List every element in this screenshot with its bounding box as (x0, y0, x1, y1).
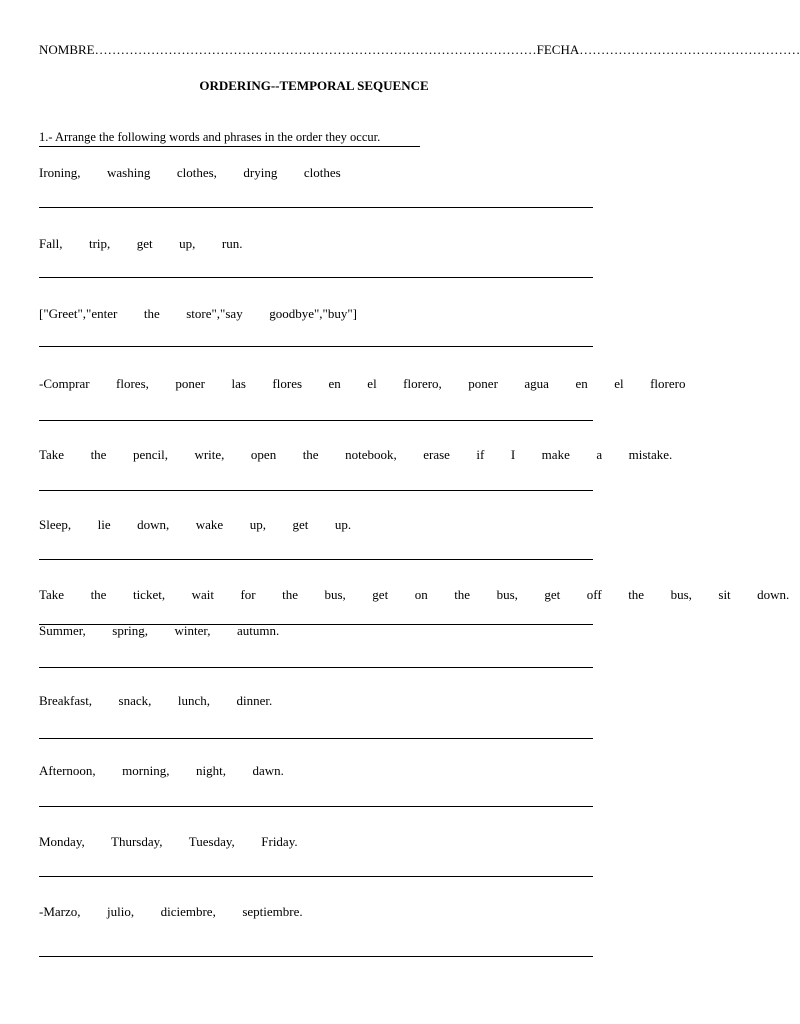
item-6-prompt: Sleep, lie down, wake up, get up. (39, 517, 352, 532)
item-4-prompt: -Comprar flores, poner las flores en el florero, poner agua en el florero (39, 376, 686, 391)
item-11-prompt: Monday, Thursday, Tuesday, Friday. (39, 834, 298, 849)
worksheet-title: ORDERING--TEMPORAL SEQUENCE (199, 78, 429, 93)
item-11-answer-line[interactable] (39, 876, 593, 877)
item-3-answer-line[interactable] (39, 346, 593, 347)
item-2-answer-line[interactable] (39, 277, 593, 278)
item-12-prompt: -Marzo, julio, diciembre, septiembre. (39, 904, 303, 919)
item-6-answer-line[interactable] (39, 559, 593, 560)
item-9-answer-line[interactable] (39, 738, 593, 739)
item-3-prompt: ["Greet","enter the store","say goodbye","buy"] (39, 306, 357, 321)
item-12-answer-line[interactable] (39, 956, 593, 957)
item-7-prompt: Take the ticket, wait for the bus, get on the bus, get off the bus, sit down. (39, 587, 790, 602)
item-2-prompt: Fall, trip, get up, run. (39, 236, 243, 251)
item-1-answer-line[interactable] (39, 207, 593, 208)
exercise-instruction: 1.- Arrange the following words and phrases in the order they occur. (39, 130, 420, 147)
item-10-prompt: Afternoon, morning, night, dawn. (39, 763, 284, 778)
item-5-answer-line[interactable] (39, 490, 593, 491)
date-field-label: FECHA…………………………………………… (536, 42, 800, 57)
item-5-prompt: Take the pencil, write, open the notebook, erase if I make a mistake. (39, 447, 673, 462)
header-line (39, 42, 800, 58)
item-1-prompt: Ironing, washing clothes, drying clothes (39, 165, 341, 180)
item-8-prompt: Summer, spring, winter, autumn. (39, 623, 280, 638)
item-9-prompt: Breakfast, snack, lunch, dinner. (39, 693, 273, 708)
name-field-label: NOMBRE………………………………………………………………………………………… (39, 42, 537, 57)
item-8-answer-line[interactable] (39, 667, 593, 668)
item-10-answer-line[interactable] (39, 806, 593, 807)
item-4-answer-line[interactable] (39, 420, 593, 421)
